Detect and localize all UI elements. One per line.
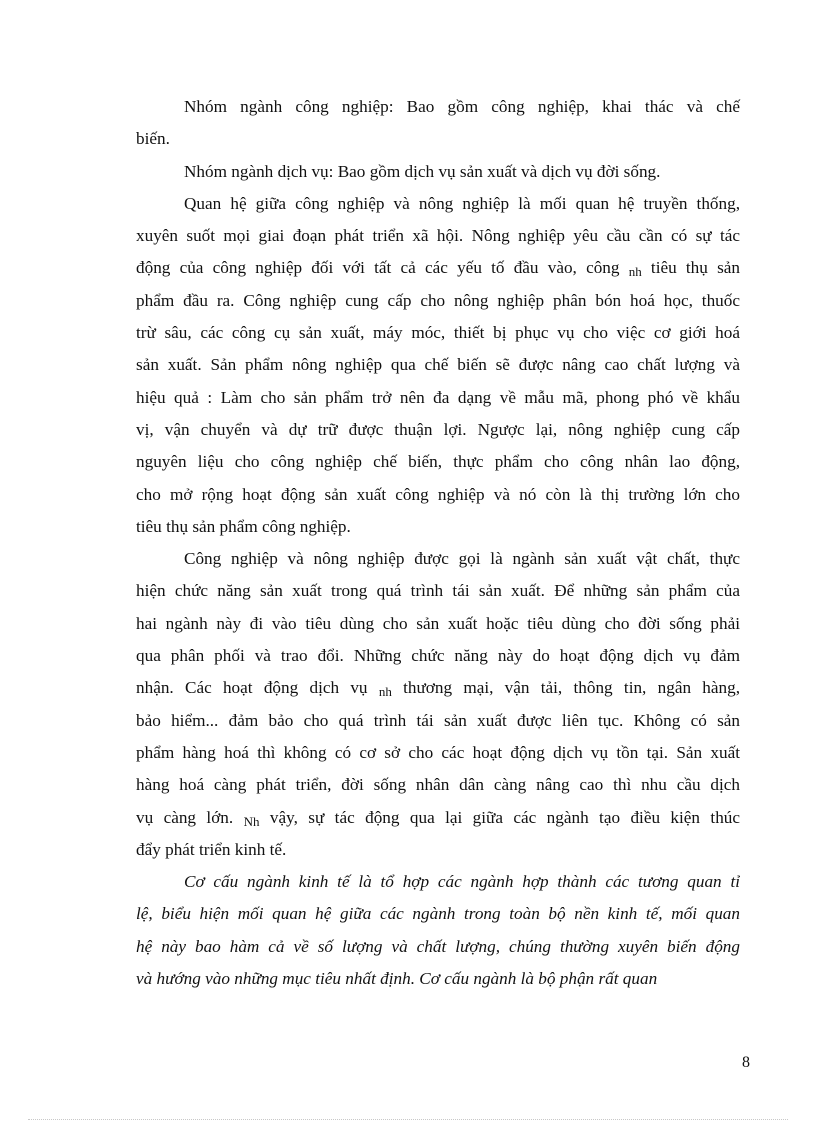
paragraph [136,91,740,156]
paragraph [136,866,740,995]
page-number: 8 [742,1054,750,1071]
text-line: tiêu thụ sản phẩm công nghiệp. [136,516,351,536]
text-line: phẩm đầu ra. Công nghiệp cung cấp cho nông nghiệp phân bón hoá học, thuốc [136,290,740,310]
paragraph [136,543,740,866]
text-line [136,252,740,284]
text-line: hàng hoá càng phát triển, đời sống nhân dân càng nâng cao thì nhu cầu dịch [136,775,740,795]
text-line: xuyên suốt mọi giai đoạn phát triển xã hội. Nông nghiệp yêu cầu cần có sự tác [136,226,740,246]
text-line: hệ này bao hàm cả về số lượng và chất lượng, chúng thường xuyên biến động [136,936,740,956]
text-line: vị, vận chuyển và dự trữ được thuận lợi. Ngược lại, nông nghiệp cung cấp [136,419,740,439]
text-line: qua phân phối và trao đổi. Những chức năng này do hoạt động dịch vụ đảm [136,646,740,666]
text-line: Công nghiệp và nông nghiệp được gọi là ngành sản xuất vật chất, thực [184,549,740,569]
text-line: biến. [136,129,170,149]
text-run: nhận. Các hoạt động dịch vụ [136,678,368,698]
text-line: cho mở rộng hoạt động sản xuất công nghiệp và nó còn là thị trường lớn cho [136,484,740,504]
paragraph [136,188,740,543]
text-fragment: Nh [243,813,260,829]
body-text [136,91,740,995]
text-line: và hướng vào những mục tiêu nhất định. Cơ cấu ngành là bộ phận rất quan [136,969,658,989]
text-line: hiệu quả : Làm cho sản phẩm trở nên đa dạng về mẫu mã, phong phó về khẩu [136,387,740,407]
text-line: nguyên liệu cho công nghiệp chế biến, thực phẩm cho công nhân lao động, [136,452,740,472]
text-line: trừ sâu, các công cụ sản xuất, máy móc, thiết bị phục vụ cho việc cơ giới hoá [136,323,740,343]
text-line: Cơ cấu ngành kinh tế là tổ hợp các ngành hợp thành các tương quan tỉ [184,872,740,892]
text-fragment: nh [378,684,392,700]
text-line [136,802,740,834]
text-line: hai ngành này đi vào tiêu dùng cho sản xuất hoặc tiêu dùng cho đời sống phải [136,613,740,633]
text-line: bảo hiểm... đảm bảo cho quá trình tái sản xuất được liên tục. Không có sản [136,710,740,730]
text-line: đẩy phát triển kinh tế. [136,839,287,859]
paragraph [136,156,740,188]
text-line: Quan hệ giữa công nghiệp và nông nghiệp là mối quan hệ truyền thống, [184,193,740,213]
text-run: vậy, sự tác động qua lại giữa các ngành tạo điều kiện thúc [269,807,741,827]
text-line: Nhóm ngành công nghiệp: Bao gồm công nghiệp, khai thác và chế [184,97,740,116]
text-line: phẩm hàng hoá thì không có cơ sở cho các hoạt động dịch vụ tồn tại. Sản xuất [136,742,740,762]
text-line: lệ, biểu hiện mối quan hệ giữa các ngành trong toàn bộ nền kinh tế, mối quan [136,904,740,924]
text-run: động của công nghiệp đối với tất cả các yếu tố đầu vào, công [136,258,620,278]
text-run: tiêu thụ sản [650,258,740,278]
text-line: Nhóm ngành dịch vụ: Bao gồm dịch vụ sản xuất và dịch vụ đời sống. [184,161,661,181]
text-fragment: nh [628,264,642,280]
text-run: vụ càng lớn. [136,807,234,827]
page-bottom-rule [28,1119,788,1120]
text-line: sản xuất. Sản phẩm nông nghiệp qua chế biến sẽ được nâng cao chất lượng và [136,355,740,375]
text-line: hiện chức năng sản xuất trong quá trình tái sản xuất. Để những sản phẩm của [136,581,740,601]
text-run: thương mại, vận tải, thông tin, ngân hàng, [403,678,741,698]
text-line [136,672,740,704]
